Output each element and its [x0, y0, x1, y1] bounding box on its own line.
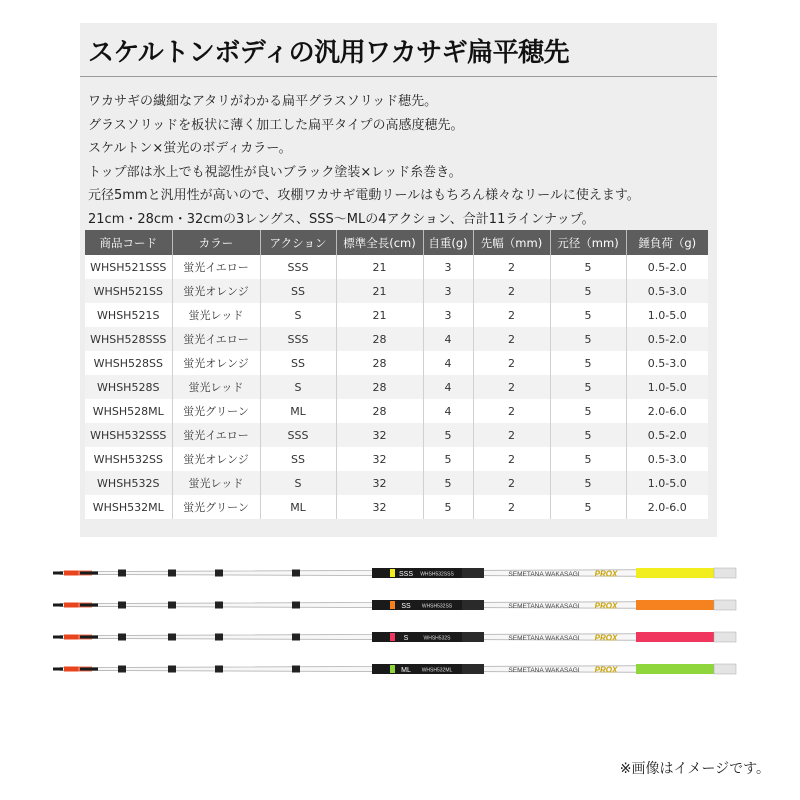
rod-brand-text: SEMETANA WAKASAGI: [508, 667, 580, 674]
header-action: アクション: [260, 230, 336, 255]
table-cell: 2: [473, 423, 550, 447]
rod-logo: PROX: [594, 569, 618, 579]
table-cell: 蛍光レッド: [172, 375, 260, 399]
rod-tip-black: [80, 636, 98, 639]
rod-code-label: WHSH532SSS: [420, 571, 454, 578]
table-cell: 0.5-3.0: [626, 351, 708, 375]
table-cell: 蛍光レッド: [172, 303, 260, 327]
table-row: [85, 447, 708, 471]
table-cell: 0.5-2.0: [626, 423, 708, 447]
rod-butt-end: [714, 632, 736, 642]
table-cell: 2: [473, 327, 550, 351]
table-cell: WHSH532S: [85, 471, 172, 495]
rod-color-butt: [636, 632, 714, 642]
table-row: [85, 375, 708, 399]
rod-code-label: WHSH532SS: [421, 603, 453, 610]
rod-code-label: WHSH532ML: [421, 667, 453, 674]
rod-guide: [168, 634, 176, 641]
table-cell: S: [260, 375, 336, 399]
table-row: [85, 471, 708, 495]
rod-guide: [168, 666, 176, 673]
table-cell: SSS: [260, 423, 336, 447]
header-product-code: 商品コード: [85, 230, 172, 255]
table-header-row: [85, 230, 708, 255]
rod-image: [0, 548, 800, 688]
rod-tip-black: [80, 604, 98, 607]
header-sinker-load: 錘負荷（g): [626, 230, 708, 255]
rod-butt-end: [714, 600, 736, 610]
table-cell: WHSH521S: [85, 303, 172, 327]
table-cell: 28: [336, 327, 423, 351]
rod-grip-band: [462, 600, 484, 610]
rod-color-mark: [390, 569, 395, 577]
table-cell: 28: [336, 375, 423, 399]
table-cell: 5: [550, 351, 626, 375]
table-cell: 5: [550, 255, 626, 279]
table-cell: 32: [336, 495, 423, 519]
table-cell: 蛍光イエロー: [172, 327, 260, 351]
rod-color-mark: [390, 601, 395, 609]
table-cell: 3: [423, 255, 473, 279]
rod-grip-band: [462, 632, 484, 642]
table-cell: 28: [336, 399, 423, 423]
table-cell: 5: [423, 495, 473, 519]
table-cell: 2: [473, 471, 550, 495]
rod-tip-black: [80, 668, 98, 671]
table-cell: WHSH532ML: [85, 495, 172, 519]
header-length: 標準全長(cm): [336, 230, 423, 255]
rod-guide: [292, 602, 300, 609]
table-cell: 1.0-5.0: [626, 471, 708, 495]
table-row: [85, 279, 708, 303]
table-cell: 5: [550, 375, 626, 399]
rod-color-mark: [390, 633, 395, 641]
rod-guide: [168, 570, 176, 577]
table-cell: 4: [423, 327, 473, 351]
table-cell: 2: [473, 399, 550, 423]
rod-tip-black: [53, 636, 63, 639]
rod-action-label: SS: [401, 603, 411, 610]
table-cell: 蛍光レッド: [172, 471, 260, 495]
table-cell: 3: [423, 279, 473, 303]
table-cell: 5: [423, 423, 473, 447]
spec-table: [85, 230, 708, 519]
rod-tip-black: [53, 572, 63, 575]
table-cell: 1.0-5.0: [626, 303, 708, 327]
rod-code-label: WHSH532S: [423, 635, 451, 642]
table-cell: SSS: [260, 255, 336, 279]
description-line: 元径5mmと汎用性が高いので、攻棚ワカサギ電動リールはもちろん様々なリールに使えます。: [88, 188, 640, 203]
table-cell: 28: [336, 351, 423, 375]
table-cell: 2.0-6.0: [626, 399, 708, 423]
table-cell: 0.5-2.0: [626, 255, 708, 279]
table-cell: 21: [336, 279, 423, 303]
table-cell: 0.5-3.0: [626, 447, 708, 471]
table-cell: 3: [423, 303, 473, 327]
table-cell: 5: [550, 279, 626, 303]
image-caption: ※画像はイメージです。: [619, 761, 770, 777]
table-cell: 5: [550, 423, 626, 447]
description-line: グラスソリッドを板状に薄く加工した扁平タイプの高感度穂先。: [88, 117, 464, 133]
rod-guide: [118, 570, 126, 577]
table-row: [85, 495, 708, 519]
table-cell: 蛍光イエロー: [172, 255, 260, 279]
header-weight: 自重(g): [423, 230, 473, 255]
table-cell: WHSH521SS: [85, 279, 172, 303]
rod-tip-black: [53, 668, 63, 671]
table-cell: 蛍光オレンジ: [172, 351, 260, 375]
rod-color-butt: [636, 664, 714, 674]
rod-guide: [215, 570, 223, 577]
table-cell: 2.0-6.0: [626, 495, 708, 519]
rod-guide: [168, 602, 176, 609]
rod-brand-text: SEMETANA WAKASAGI: [508, 571, 580, 578]
table-cell: WHSH528SS: [85, 351, 172, 375]
table-cell: SS: [260, 351, 336, 375]
header-butt-diameter: 元径（mm): [550, 230, 626, 255]
rod-logo: PROX: [594, 601, 618, 611]
table-cell: 2: [473, 351, 550, 375]
table-cell: 2: [473, 279, 550, 303]
table-cell: 5: [550, 327, 626, 351]
rod-guide: [215, 666, 223, 673]
table-cell: ML: [260, 399, 336, 423]
table-cell: 蛍光グリーン: [172, 399, 260, 423]
table-cell: 蛍光オレンジ: [172, 279, 260, 303]
table-row: [85, 327, 708, 351]
table-cell: 蛍光グリーン: [172, 495, 260, 519]
table-cell: WHSH528ML: [85, 399, 172, 423]
table-cell: 4: [423, 351, 473, 375]
rod-guide: [118, 634, 126, 641]
rod-color-mark: [390, 665, 395, 673]
rod-guide: [292, 570, 300, 577]
table-cell: 2: [473, 495, 550, 519]
header-color: カラー: [172, 230, 260, 255]
table-cell: WHSH532SS: [85, 447, 172, 471]
description-line: トップ部は氷上でも視認性が良いブラック塗装×レッド糸巻き。: [88, 164, 462, 180]
table-cell: 1.0-5.0: [626, 375, 708, 399]
rod-tip-black: [80, 572, 98, 575]
table-row: [85, 255, 708, 279]
table-cell: S: [260, 471, 336, 495]
rod-brand-text: SEMETANA WAKASAGI: [508, 603, 580, 610]
rod-logo: PROX: [594, 665, 618, 675]
rod-guide: [215, 602, 223, 609]
table-cell: 32: [336, 471, 423, 495]
table-cell: WHSH532SSS: [85, 423, 172, 447]
table-cell: 21: [336, 303, 423, 327]
rod-brand-text: SEMETANA WAKASAGI: [508, 635, 580, 642]
description: [88, 90, 728, 231]
table-cell: 2: [473, 303, 550, 327]
table-cell: WHSH528SSS: [85, 327, 172, 351]
table-cell: 蛍光イエロー: [172, 423, 260, 447]
table-cell: 2: [473, 447, 550, 471]
table-cell: 2: [473, 255, 550, 279]
rod-guide: [118, 666, 126, 673]
table-row: [85, 423, 708, 447]
table-cell: SS: [260, 447, 336, 471]
table-cell: 5: [550, 303, 626, 327]
rod-butt-end: [714, 664, 736, 674]
table-cell: 0.5-3.0: [626, 279, 708, 303]
rod-logo: PROX: [594, 633, 618, 643]
page-title: スケルトンボディの汎用ワカサギ扁平穂先: [88, 38, 570, 68]
title-divider: [80, 76, 717, 77]
rod-grip-band: [462, 664, 484, 674]
table-cell: WHSH521SSS: [85, 255, 172, 279]
table-cell: S: [260, 303, 336, 327]
table-cell: 32: [336, 423, 423, 447]
description-line: スケルトン×蛍光のボディカラー。: [88, 141, 292, 156]
table-cell: 4: [423, 399, 473, 423]
rod-guide: [215, 634, 223, 641]
table-cell: 5: [550, 447, 626, 471]
rod-action-label: S: [403, 635, 409, 642]
table-cell: 21: [336, 255, 423, 279]
rod-action-label: SSS: [398, 571, 414, 578]
rod-butt-end: [714, 568, 736, 578]
rod-color-butt: [636, 600, 714, 610]
rod-guide: [292, 666, 300, 673]
table-cell: 0.5-2.0: [626, 327, 708, 351]
description-line: ワカサギの繊細なアタリがわかる扁平グラスソリッド穂先。: [88, 94, 438, 109]
rod-color-butt: [636, 568, 714, 578]
table-cell: 5: [423, 471, 473, 495]
table-row: [85, 399, 708, 423]
table-cell: 5: [550, 399, 626, 423]
table-cell: 5: [423, 447, 473, 471]
table-cell: 32: [336, 447, 423, 471]
rod-guide: [118, 602, 126, 609]
table-cell: 5: [550, 495, 626, 519]
rod-tip-black: [53, 604, 63, 607]
rod-guide: [292, 634, 300, 641]
description-line: 21cm・28cm・32cmの3レングス、SSS〜MLの4アクション、合計11ラインナップ。: [88, 211, 595, 227]
table-cell: ML: [260, 495, 336, 519]
table-cell: WHSH528S: [85, 375, 172, 399]
table-row: [85, 351, 708, 375]
table-cell: SSS: [260, 327, 336, 351]
table-cell: SS: [260, 279, 336, 303]
table-row: [85, 303, 708, 327]
table-cell: 蛍光オレンジ: [172, 447, 260, 471]
spec-table-body: [85, 255, 708, 519]
rod-action-label: ML: [401, 667, 411, 674]
rod-grip-band: [462, 568, 484, 578]
table-cell: 5: [550, 471, 626, 495]
header-tip-width: 先幅（mm): [473, 230, 550, 255]
table-cell: 2: [473, 375, 550, 399]
table-cell: 4: [423, 375, 473, 399]
